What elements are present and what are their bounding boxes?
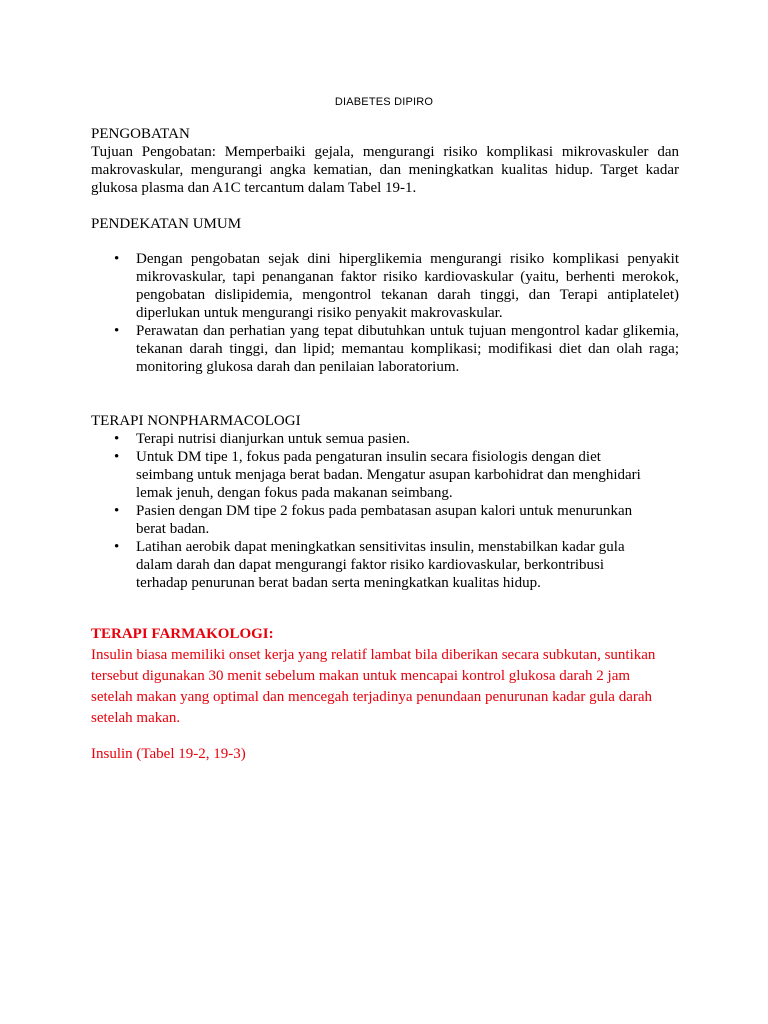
list-item-text: Latihan aerobik dapat meningkatkan sensitivitas insulin, menstabilkan kadar gula dalam darah dan dapat mengurangi faktor risiko kardiovaskular, berkontribusi terhadap penurunan berat badan serta meningkatkan kualitas hidup. — [136, 539, 625, 591]
list-item-text: Pasien dengan DM tipe 2 fokus pada pembatasan asupan kalori untuk menurunkan berat badan. — [136, 503, 633, 537]
bullet-icon: • — [114, 539, 120, 555]
section-terapi-farmakologi — [91, 625, 671, 765]
terapi-nonfarmakologi-list — [91, 430, 651, 592]
list-item — [91, 430, 651, 448]
list-item-text: Dengan pengobatan sejak dini hiperglikemia mengurangi risiko komplikasi penyakit mikrovaskular, tapi penanganan faktor risiko kardiovaskular (yaitu, berhenti merokok, pengobatan dislipidemia, mengontrol tekanan darah tinggi, dan Terapi antiplatelet) diperlukan untuk mengurangi risiko penyakit makrovaskular. — [136, 251, 679, 321]
list-item — [91, 250, 679, 322]
section-terapi-nonfarmakologi — [91, 412, 679, 592]
heading-terapi-farmakologi: TERAPI FARMAKOLOGI: — [91, 626, 274, 642]
document-title: DIABETES DIPIRO — [334, 96, 434, 108]
bullet-icon: • — [114, 449, 120, 465]
list-item — [91, 448, 651, 502]
section-pengobatan — [91, 125, 679, 197]
bullet-icon: • — [114, 503, 120, 519]
farmakologi-paragraph: Insulin biasa memiliki onset kerja yang relatif lambat bila diberikan secara subkutan, suntikan tersebut digunakan 30 menit sebelum makan untuk mencapai kontrol glukosa darah 2 jam setelah makan yang optimal dan mencegah terjadinya penundaan penurunan kadar gula darah setelah makan. — [91, 647, 656, 726]
heading-pendekatan-umum: PENDEKATAN UMUM — [91, 216, 242, 232]
pengobatan-paragraph: Tujuan Pengobatan: Memperbaiki gejala, mengurangi risiko komplikasi mikrovaskuler dan makrovaskular, mengurangi angka kematian, dan meningkatkan kualitas hidup. Target kadar glukosa plasma dan A1C tercantum dalam Tabel 19-1. — [91, 144, 679, 196]
list-item-text: Untuk DM tipe 1, fokus pada pengaturan insulin secara fisiologis dengan diet seimbang untuk menjaga berat badan. Mengatur asupan karbohidrat dan menghidari lemak jenuh, dengan fokus pada makanan seimbang. — [136, 449, 641, 501]
list-item — [91, 322, 679, 376]
heading-terapi-nonfarmakologi: TERAPI NONPHARMACOLOGI — [91, 413, 301, 429]
list-item-text: Terapi nutrisi dianjurkan untuk semua pasien. — [136, 431, 410, 447]
bullet-icon: • — [114, 431, 120, 447]
bullet-icon: • — [114, 323, 120, 339]
pendekatan-umum-list — [91, 250, 679, 376]
bullet-icon: • — [114, 251, 120, 267]
list-item — [91, 538, 651, 592]
list-item-text: Perawatan dan perhatian yang tepat dibutuhkan untuk tujuan mengontrol kadar glikemia, tekanan darah tinggi, dan lipid; memantau komplikasi; modifikasi diet dan olah raga; monitoring glukosa darah dan penilaian laboratorium. — [136, 323, 679, 375]
insulin-table-reference: Insulin (Tabel 19-2, 19-3) — [91, 746, 246, 762]
list-item — [91, 502, 651, 538]
heading-pengobatan: PENGOBATAN — [91, 126, 190, 142]
section-pendekatan-umum — [91, 215, 679, 376]
